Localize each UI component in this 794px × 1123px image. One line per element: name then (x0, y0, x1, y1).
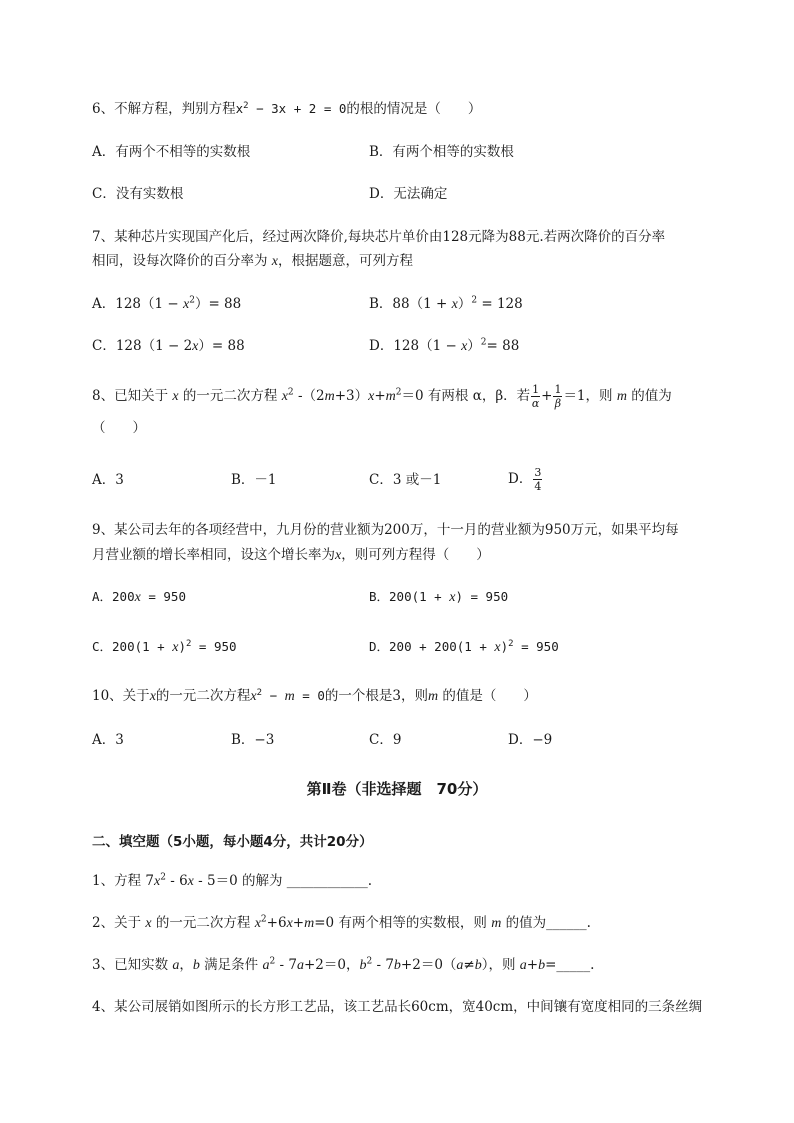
q6-option-c[interactable]: C．没有实数根 (92, 186, 184, 202)
fill-question-1: 1、方程 $7x^2 - 6x - 5=0$ 的解为 ____________. (92, 872, 373, 889)
q7-option-b[interactable]: B．$88(1 + x)^2 = 128$ (369, 295, 523, 312)
q8-option-a[interactable]: A．3 (92, 472, 124, 488)
q6-option-d[interactable]: D．无法确定 (369, 186, 448, 202)
q10-equation: $x^2 - m = 0$ (250, 687, 325, 704)
fill-question-3: 3、已知实数 a，b 满足条件 $a^2 - 7a+2=0$，$b^2 - 7b+2=0(a\ne b)$，则 a+b=_____. (92, 956, 595, 973)
question-6-stem (92, 100, 481, 118)
q6-option-b[interactable]: B．有两个相等的实数根 (369, 144, 514, 160)
q10-option-a[interactable]: A．3 (92, 732, 124, 748)
q10-option-d[interactable]: D．−9 (508, 732, 553, 748)
q9-option-b[interactable]: B．200(1 + x) = 950 (369, 589, 509, 605)
q7-option-c[interactable]: C．128（1 − 2x）= 88 (92, 338, 245, 354)
question-7-line-1: 7、某种芯片实现国产化后，经过两次降价,每块芯片单价由128元降为88元.若两次降价的百分率 (92, 229, 666, 245)
question-8-stem: 8、已知关于 x 的一元二次方程 $x^2$ $-(2m+3)x+m^2=0$ 有两根 α，β．若 $\frac{1}{\alpha}$ + $\frac{1}{\beta}$ ＝1，则 m 的值为 (92, 383, 672, 410)
q6-stem-tail: 的根的情况是（ ） (346, 101, 482, 117)
q7-option-d[interactable]: D．$128(1 - x)^2= 88$ (369, 337, 520, 354)
q9-option-c[interactable]: C．$200(1 + x)^2 = 950$ (92, 638, 237, 655)
q6-stem-text: 6、不解方程，判别方程 (92, 101, 236, 117)
q8-option-b[interactable]: B．－1 (231, 472, 277, 488)
q9-option-d[interactable]: D．$200 + 200(1 + x)^2 = 950$ (369, 638, 559, 655)
fraction-3-over-4: $\frac{3}{4}$ (534, 466, 542, 493)
fill-question-2: 2、关于 x 的一元二次方程 $x^2+6x+m=0$ 有两个相等的实数根，则 m 的值为______. (92, 914, 591, 931)
question-9-line-2: 月营业额的增长率相同，设这个增长率为x，则可列方程得（ ） (92, 547, 490, 563)
fill-question-4: 4、某公司展销如图所示的长方形工艺品，该工艺品长60cm，宽40cm，中间镶有宽度相同的三条丝绸 (92, 999, 703, 1015)
fraction-1-over-alpha: $\frac{1}{\alpha}$ (531, 383, 540, 410)
question-7-line-2: 相同，设每次降价的百分率为 x，根据题意，可列方程 (92, 253, 414, 269)
q10-option-b[interactable]: B．−3 (231, 732, 275, 748)
q6-option-a[interactable]: A．有两个不相等的实数根 (92, 144, 251, 160)
question-8-paren: （ ） (92, 420, 146, 436)
question-10-stem: 10、关于x的一元二次方程$x^2 - m = 0$的一个根是3，则m 的值是（ ） (92, 687, 537, 704)
q8-option-d[interactable]: D． $\frac{3}{4}$ (508, 466, 542, 493)
q6-equation: $x^2 - 3x + 2 = 0$ (235, 100, 347, 116)
q10-option-c[interactable]: C．9 (369, 732, 402, 748)
fill-in-section-heading: 二、填空题（5小题，每小题4分，共计20分） (92, 834, 373, 850)
q7-option-a[interactable]: A．$128(1 - x^2)= 88$ (92, 295, 242, 312)
fraction-1-over-beta: $\frac{1}{\beta}$ (554, 383, 562, 410)
q9-option-a[interactable]: A．200x = 950 (92, 589, 186, 605)
question-9-line-1: 9、某公司去年的各项经营中，九月份的营业额为200万，十一月的营业额为950万元，如果平均每 (92, 522, 679, 538)
q8-option-c[interactable]: C．3 或－1 (369, 472, 442, 488)
section-2-title: 第Ⅱ卷（非选择题 70分） (306, 780, 488, 798)
